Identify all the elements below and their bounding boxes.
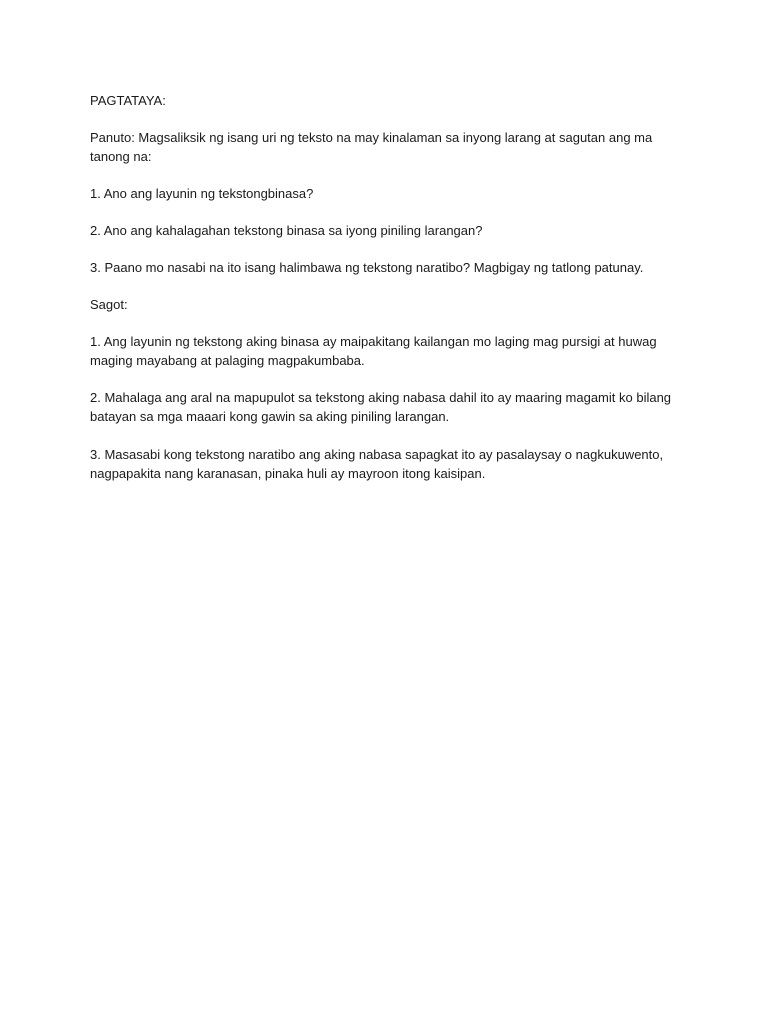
question-3: 3. Paano mo nasabi na ito isang halimbawa ng tekstong naratibo? Magbigay ng tatlong patunay. <box>90 260 644 275</box>
answers-label: Sagot: <box>90 297 128 312</box>
answer-1: 1. Ang layunin ng tekstong aking binasa ay maipakitang kailangan mo laging mag pursigi at huwag maging mayabang at palaging magpakumbaba. <box>90 334 657 368</box>
answer-2: 2. Mahalaga ang aral na mapupulot sa tekstong aking nabasa dahil ito ay maaring magamit ko bilang batayan sa mga maaari kong gawin sa aking piniling larangan. <box>90 390 672 424</box>
document-body <box>90 91 680 501</box>
answer-3: 3. Masasabi kong tekstong naratibo ang aking nabasa sapagkat ito ay pasalaysay o nagkukuwento, nagpapakita nang karanasan, pinaka huli ay mayroon itong kaisipan. <box>90 447 664 481</box>
heading: PAGTATAYA: <box>90 93 166 108</box>
question-2: 2. Ano ang kahalagahan tekstong binasa sa iyong piniling larangan? <box>90 223 483 238</box>
instruction: Panuto: Magsaliksik ng isang uri ng teksto na may kinalaman sa inyong larang at sagutan ang ma tanong na: <box>90 130 653 164</box>
question-1: 1. Ano ang layunin ng tekstongbinasa? <box>90 186 314 201</box>
